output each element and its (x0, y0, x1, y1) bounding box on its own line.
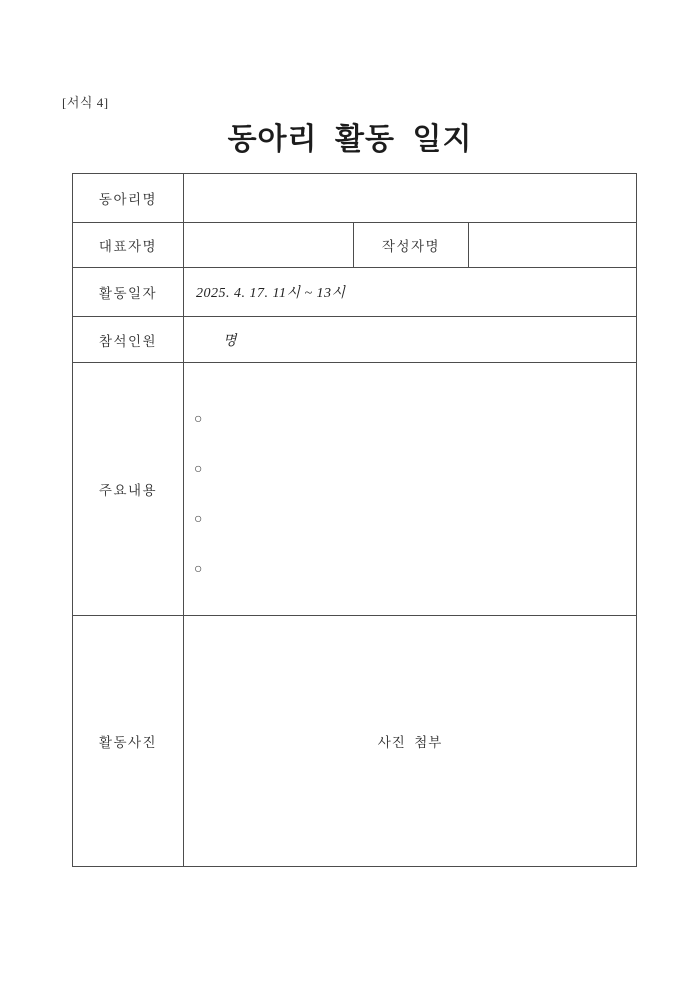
bullet-circle-icon: ○ (194, 411, 203, 427)
club-name-field[interactable] (184, 174, 637, 223)
activity-log-table (72, 173, 637, 867)
bullet-circle-icon: ○ (194, 511, 203, 527)
form-code-label: [서식 4] (62, 95, 109, 110)
representative-label: 대표자명 (73, 223, 184, 268)
activity-date-field[interactable] (184, 268, 637, 317)
activity-date-value: 2025. 4. 17. 11시 ~ 13시 (196, 286, 346, 301)
table-row-names (73, 223, 637, 268)
writer-label: 작성자명 (354, 223, 469, 268)
attendees-field[interactable] (184, 317, 637, 363)
table-row-activity-date (73, 268, 637, 317)
activity-date-label: 활동일자 (73, 268, 184, 317)
attendees-label: 참석인원 (73, 317, 184, 363)
bullet-circle-icon: ○ (194, 461, 203, 477)
table-row-main-content (73, 363, 637, 616)
page-title: 동아리 활동 일지 (227, 123, 473, 156)
club-name-label: 동아리명 (73, 174, 184, 223)
table-row-club-name (73, 174, 637, 223)
attendees-value: 명 (223, 333, 238, 349)
main-content-label: 주요내용 (73, 363, 184, 616)
photo-attach-placeholder: 사진 첨부 (377, 735, 443, 750)
main-content-field[interactable] (184, 363, 637, 616)
activity-photo-label: 활동사진 (73, 616, 184, 867)
activity-photo-field[interactable] (184, 616, 637, 867)
bullet-list (184, 384, 636, 595)
writer-field[interactable] (469, 223, 637, 268)
representative-field[interactable] (184, 223, 354, 268)
bullet-circle-icon: ○ (194, 561, 203, 577)
table-row-activity-photo (73, 616, 637, 867)
table-row-attendees (73, 317, 637, 363)
